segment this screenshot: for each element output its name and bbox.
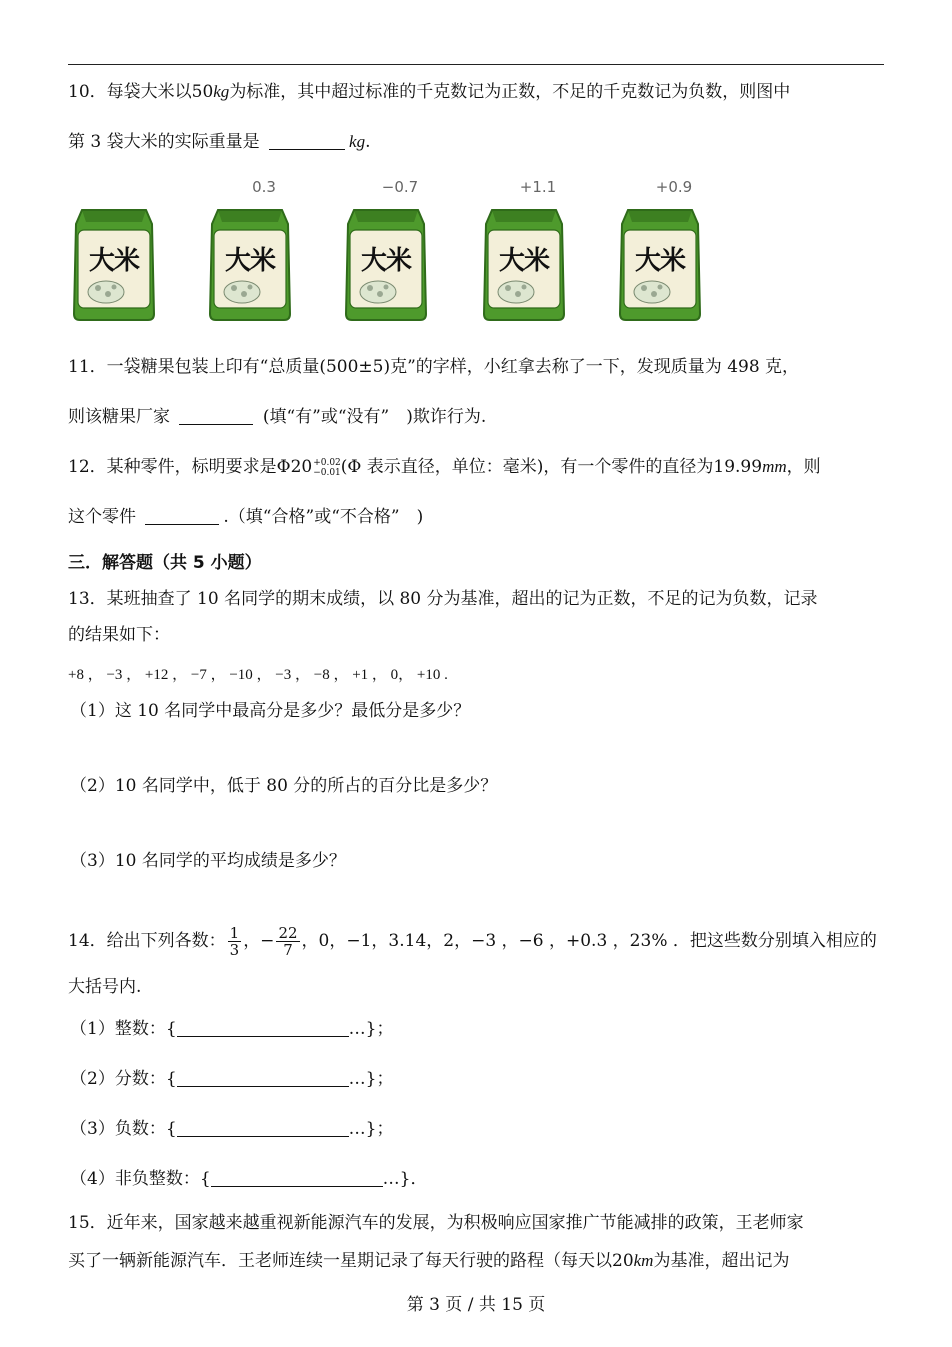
q14-line1: 14．给出下列各数： $\frac{1}{3}$ ，− $\frac{22}{7}$ ，0，−1，3.14，2，−3 ，−6 ，+0.3 ，23% ．把这些数分别填入相应的 — [68, 924, 877, 959]
bag-label-3: −0.7 — [381, 178, 419, 196]
q11-line2: 则该糖果厂家 (填“有”或“没有” )欺诈行为. — [68, 407, 487, 427]
q11-line1: 11．一袋糖果包装上印有“总质量(500±5)克”的字样，小红拿去称了一下，发现质量为 498 克， — [68, 357, 800, 377]
q13-sub1: （1）这 10 名同学中最高分是多少？最低分是多少？ — [70, 701, 471, 721]
rice-bag-1 — [68, 202, 160, 324]
fraction-1-3: $\frac{1}{3}$ — [229, 924, 240, 959]
q11-answer-blank[interactable] — [179, 406, 253, 425]
bag-text: 大米 — [224, 246, 275, 276]
tolerance: +0.02 −0.01 — [313, 457, 341, 478]
q12-line1: 12．某种零件，标明要求是Φ20 +0.02 −0.01 (Φ 表示直径，单位：毫米)，有一个零件的直径为19.99mm，则 — [68, 457, 821, 478]
bag-text: 大米 — [88, 246, 139, 276]
q14-sub2: （2）分数：{ …}； — [70, 1069, 394, 1089]
section-heading: 三．解答题（共 5 小题） — [68, 553, 262, 573]
bag-text: 大米 — [634, 246, 685, 276]
rice-bag-5 — [614, 202, 706, 324]
page-footer: 第 3 页 / 共 15 页 — [406, 1295, 546, 1315]
rice-bag-2 — [204, 202, 296, 324]
q13-values: +8 ， −3 ， +12 ， −7 ， −10 ， −3 ， −8 ， +1 ， 0， +10 . — [68, 667, 448, 683]
q10-line1: 10．每袋大米以50kg为标准，其中超过标准的千克数记为正数，不足的千克数记为负数，则图中 — [68, 82, 791, 102]
bag-text: 大米 — [360, 246, 411, 276]
q14-line2: 大括号内. — [68, 977, 142, 997]
fraction-22-7: $\frac{22}{7}$ — [278, 924, 298, 959]
bag-text: 大米 — [498, 246, 549, 276]
q14-nonneg-integers-blank[interactable] — [211, 1168, 383, 1187]
q13-sub2: （2）10 名同学中，低于 80 分的所占的百分比是多少？ — [70, 776, 498, 796]
rice-bags-figure — [68, 178, 718, 328]
q15-line2: 买了一辆新能源汽车．王老师连续一星期记录了每天行驶的路程（每天以20km为基准，超出记为 — [68, 1251, 790, 1271]
q14-negatives-blank[interactable] — [177, 1118, 349, 1137]
q15-line1: 15．近年来，国家越来越重视新能源汽车的发展，为积极响应国家推广节能减排的政策，王老师家 — [68, 1213, 804, 1233]
q14-sub3: （3）负数：{ …}； — [70, 1119, 394, 1139]
q13-sub3: （3）10 名同学的平均成绩是多少？ — [70, 851, 346, 871]
bag-label-5: +0.9 — [655, 178, 693, 196]
q13-line2: 的结果如下： — [68, 625, 170, 645]
q10-line2: 第 3 袋大米的实际重量是 kg. — [68, 132, 371, 152]
rice-bag-3 — [340, 202, 432, 324]
rice-bag-4 — [478, 202, 570, 324]
bag-label-2: 0.3 — [252, 178, 276, 196]
q14-sub4: （4）非负整数：{ …}． — [70, 1169, 428, 1189]
bag-label-4: +1.1 — [519, 178, 557, 196]
q14-fractions-blank[interactable] — [177, 1068, 349, 1087]
q10-answer-blank[interactable] — [269, 131, 345, 150]
q14-integers-blank[interactable] — [177, 1018, 349, 1037]
q14-sub1: （1）整数：{ …}； — [70, 1019, 394, 1039]
header-rule — [68, 64, 884, 65]
q12-answer-blank[interactable] — [145, 506, 219, 525]
q12-line2: 这个零件 .（填“合格”或“不合格” ) — [68, 507, 424, 527]
q13-line1: 13．某班抽查了 10 名同学的期末成绩，以 80 分为基准，超出的记为正数，不足的记为负数，记录 — [68, 589, 818, 609]
